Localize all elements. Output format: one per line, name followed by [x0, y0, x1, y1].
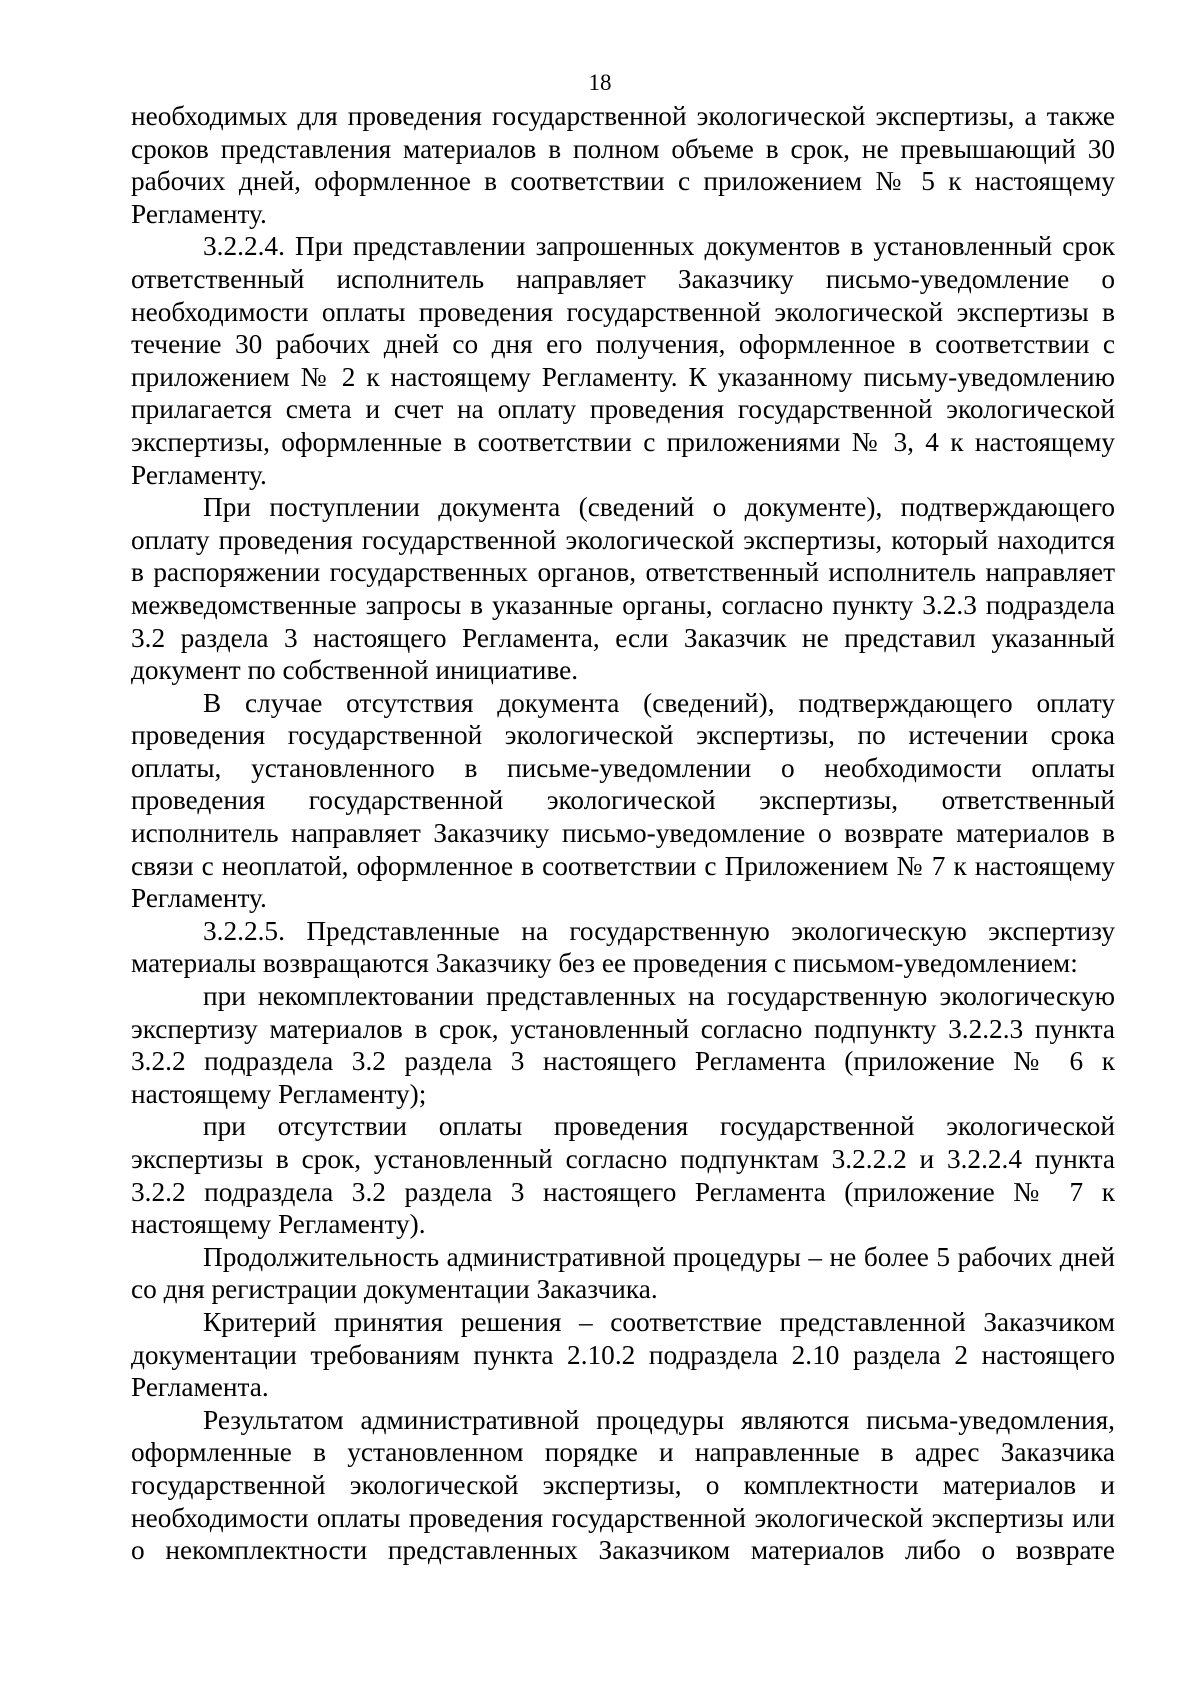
paragraph-result: Результатом административной процедуры являются письма-уведомления, оформленные в установленном порядке и направленные в адрес Заказчика государственной экологической экспертизы, о комплектности материалов и необходимости оплаты проведения государственной экологической экспертизы или о некомплектности представленных Заказчиком материалов либо о возврате [131, 1404, 1115, 1566]
page-number: 18 [588, 70, 612, 95]
paragraph-no-payment: В случае отсутствия документа (сведений), подтверждающего оплату проведения государственной экологической экспертизы, по истечении срока оплаты, установленного в письме-уведомлении о необходимости оплаты проведения государственной экологической экспертизы, ответственный исполнитель направляет Заказчику письмо-уведомление о возврате материалов в связи с неоплатой, оформленное в соответствии с Приложением № 7 к настоящему Регламенту. [131, 687, 1115, 914]
document-body [131, 100, 1115, 1567]
paragraph-interagency-requests: При поступлении документа (сведений о документе), подтверждающего оплату проведения государственной экологической экспертизы, который находится в распоряжении государственных органов, ответственный исполнитель направляет межведомственные запросы в указанные органы, согласно пункту 3.2.3 подраздела 3.2 раздела 3 настоящего Регламента, если Заказчик не представил указанный документ по собственной инициативе. [131, 492, 1115, 686]
paragraph-3-2-2-5: 3.2.2.5. Представленные на государственную экологическую экспертизу материалы возвращаются Заказчику без ее проведения с письмом-уведомлением: [131, 915, 1115, 979]
paragraph-duration: Продолжительность административной процедуры – не более 5 рабочих дней со дня регистрации документации Заказчика. [131, 1241, 1115, 1305]
paragraph-3-2-2-4: 3.2.2.4. При представлении запрошенных документов в установленный срок ответственный исполнитель направляет Заказчику письмо-уведомление о необходимости оплаты проведения государственной экологической экспертизы в течение 30 рабочих дней со дня его получения, оформленное в соответствии с приложением № 2 к настоящему Регламенту. К указанному письму-уведомлению прилагается смета и счет на оплату проведения государственной экологической экспертизы, оформленные в соответствии с приложениями № 3, 4 к настоящему Регламенту. [131, 231, 1115, 490]
paragraph-continuation: необходимых для проведения государственной экологической экспертизы, а также сроков представления материалов в полном объеме в срок, не превышающий 30 рабочих дней, оформленное в соответствии с приложением № 5 к настоящему Регламенту. [131, 101, 1115, 229]
paragraph-decision-criterion: Критерий принятия решения – соответствие представленной Заказчиком документации требованиям пункта 2.10.2 подраздела 2.10 раздела 2 настоящего Регламента. [131, 1306, 1115, 1403]
paragraph-missing-payment: при отсутствии оплаты проведения государственной экологической экспертизы в срок, установленный согласно подпунктам 3.2.2.2 и 3.2.2.4 пункта 3.2.2 подраздела 3.2 раздела 3 настоящего Регламента (приложение № 7 к настоящему Регламенту). [131, 1111, 1115, 1240]
paragraph-incomplete-materials: при некомплектовании представленных на государственную экологическую экспертизу материалов в срок, установленный согласно подпункту 3.2.2.3 пункта 3.2.2 подраздела 3.2 раздела 3 настоящего Регламента (приложение № 6 к настоящему Регламенту); [131, 981, 1115, 1109]
